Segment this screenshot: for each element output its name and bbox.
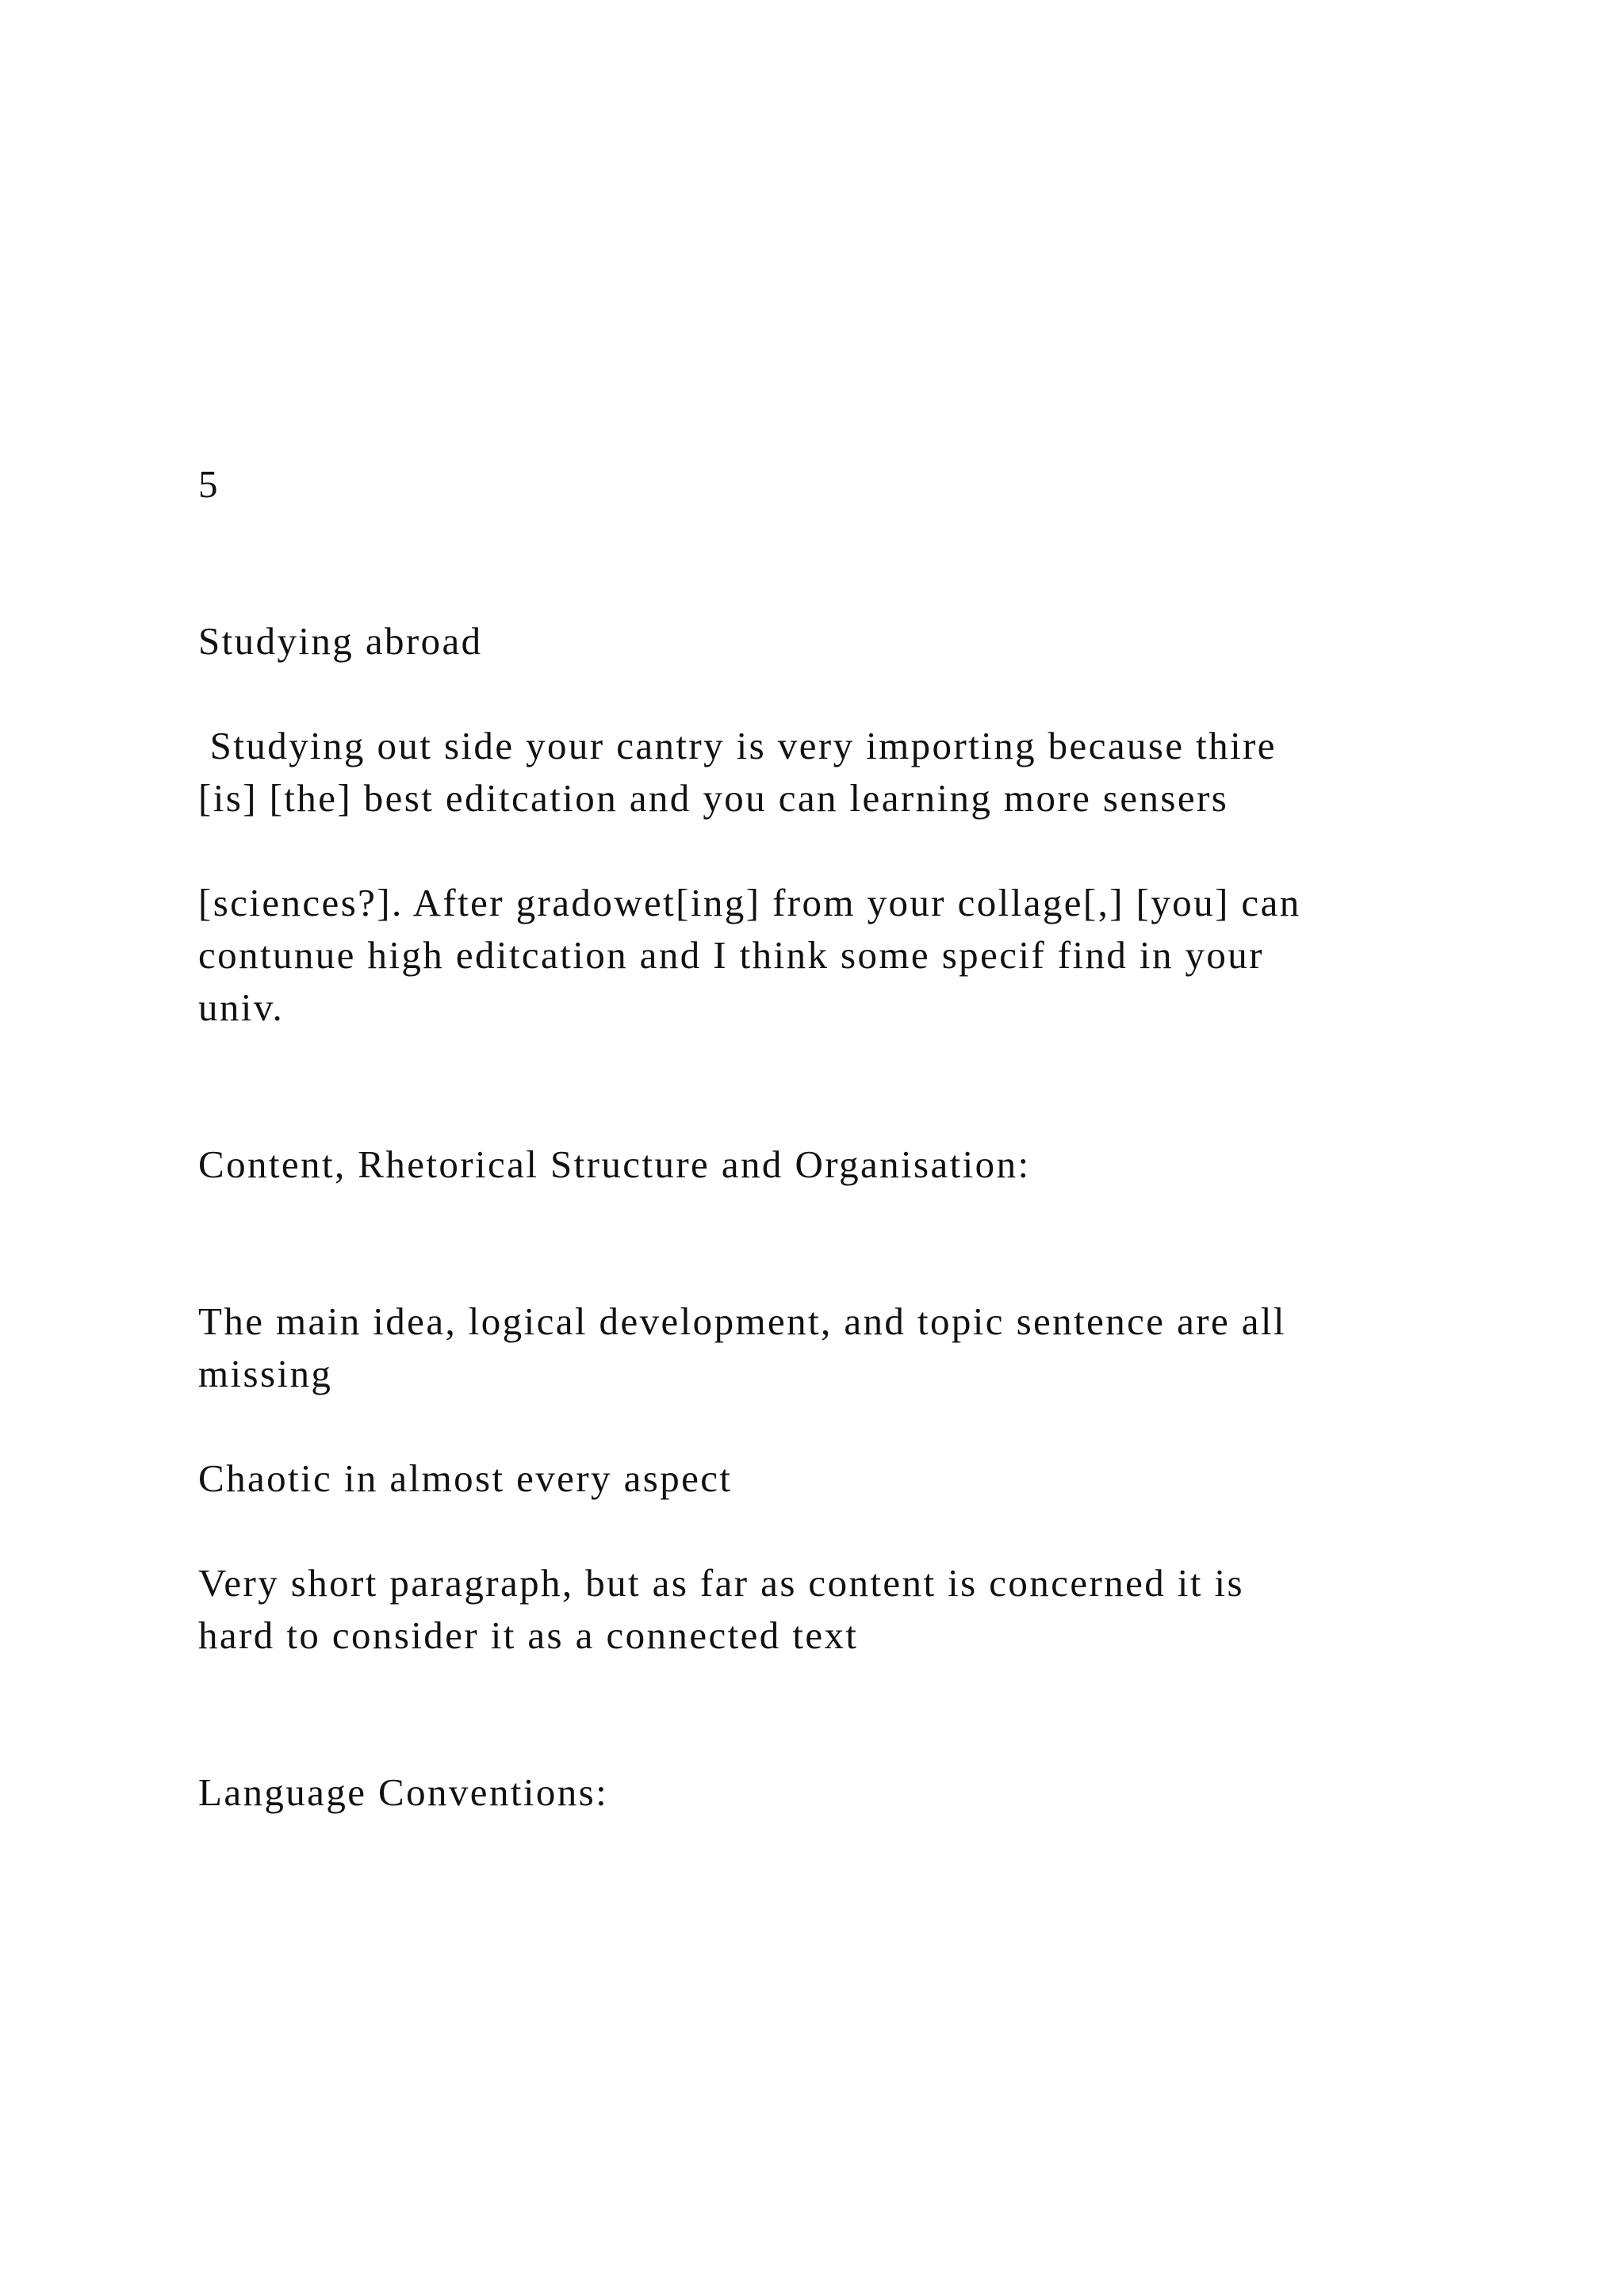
content-comment-3-line-2: hard to consider it as a connected text	[198, 1613, 859, 1657]
language-section-heading: Language Conventions:	[198, 1770, 609, 1814]
essay-line-4: contunue high editcation and I think some specif find in your	[198, 933, 1264, 977]
content-section-heading: Content, Rhetorical Structure and Organisation:	[198, 1142, 1031, 1186]
essay-line-2: [is] [the] best editcation and you can learning more sensers	[198, 776, 1229, 820]
content-comment-1-line-2: missing	[198, 1352, 333, 1395]
content-comment-3-line-1: Very short paragraph, but as far as content is concerned it is	[198, 1561, 1244, 1605]
essay-line-3: [sciences?]. After gradowet[ing] from your collage[,] [you] can	[198, 881, 1301, 924]
page-number: 5	[198, 462, 220, 506]
content-comment-2: Chaotic in almost every aspect	[198, 1456, 733, 1500]
essay-title: Studying abroad	[198, 619, 483, 663]
content-comment-1-line-1: The main idea, logical development, and topic sentence are all	[198, 1299, 1286, 1343]
essay-line-5: univ.	[198, 985, 285, 1029]
essay-line-1: Studying out side your cantry is very importing because thire	[198, 724, 1277, 767]
